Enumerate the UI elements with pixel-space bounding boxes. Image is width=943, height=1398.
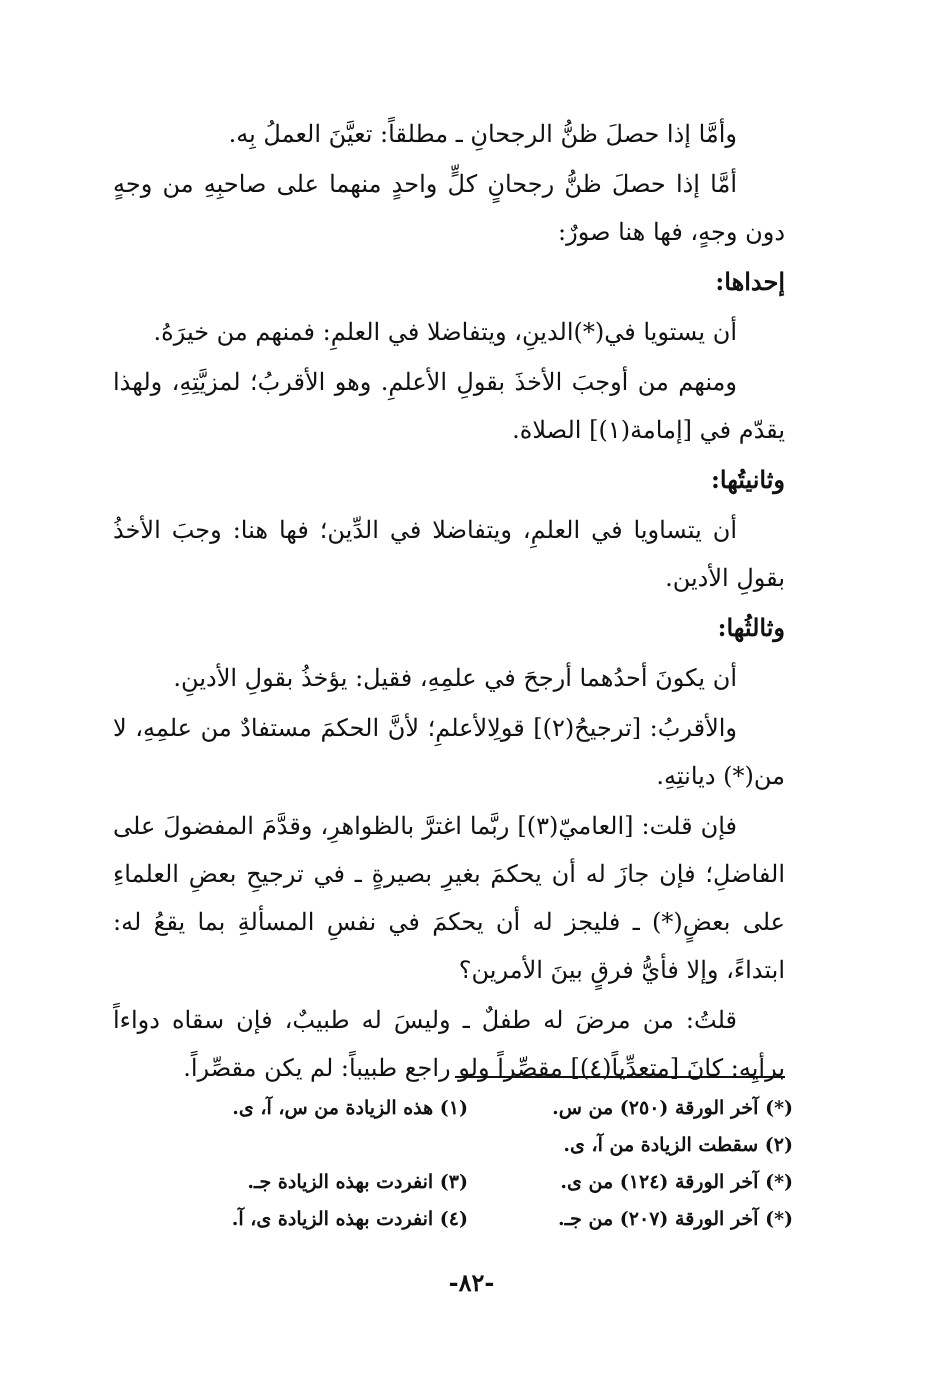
paragraph-1: وأمَّا إذا حصلَ ظنُّ الرجحانِ ـ مطلقاً: تعيَّنَ العملُ بِه.: [228, 120, 737, 148]
footnote-3: (٣) انفردت بهذه الزيادة جـ.: [247, 1171, 468, 1193]
footnote-manuscript-y-124: (*) آخر الورقة (١٢٤) من ى.: [560, 1171, 793, 1193]
footnote-row: [143, 1090, 793, 1127]
footnotes: [143, 1090, 793, 1238]
footnote-row: [143, 1164, 793, 1201]
paragraph-3: أن يستويا في(*)الدينِ، ويتفاضلا في العلمِ: فمنهم من خيرَهُ.: [153, 318, 737, 346]
footnote-manuscript-j-207: (*) آخر الورقة (٢٠٧) من جـ.: [557, 1208, 793, 1230]
footnote-row: [143, 1127, 793, 1164]
paragraph-7: والأقربُ: [ترجيحُ(٢)] قولِالأعلمِ؛ لأنَّ الحكمَ مستفادٌ من علمِهِ، لا من(*) ديانتِهِ.: [113, 714, 785, 790]
heading-third: وثالثُها:: [717, 613, 785, 642]
footnote-4: (٤) انفردت بهذه الزيادة ى، آ.: [231, 1208, 468, 1230]
footnote-separator: [455, 1076, 785, 1078]
main-text: [113, 110, 785, 1094]
heading-second: وثانيتُها:: [711, 465, 785, 494]
footnote-manuscript-s-250: (*) آخر الورقة (٢٥٠) من س.: [552, 1097, 793, 1119]
footnote-2: (٢) سقطت الزيادة من آ، ى.: [563, 1134, 793, 1156]
heading-first: إحداها:: [715, 267, 785, 296]
paragraph-6: أن يكونَ أحدُهما أرجحَ في علمِهِ، فقيل: يؤخذُ بقولِ الأدينِ.: [173, 664, 737, 692]
footnote-row: [143, 1201, 793, 1238]
paragraph-8: فإن قلت: [العاميّ(٣)] ربَّما اغترَّ بالظواهرِ، وقدَّمَ المفضولَ على الفاضلِ؛ فإن جازَ له أن يحكمَ بغيرِ بصيرةٍ ـ في ترجيحِ بعضِ العلماءِ على بعضٍ(*) ـ فليجز له أن يحكمَ في نفسِ المسألةِ بما يقعُ له: ابتداءً، وإلا فأيُّ فرقٍ بينَ الأمرين؟: [113, 812, 785, 984]
paragraph-5: أن يتساويا في العلمِ، ويتفاضلا في الدِّين؛ فها هنا: وجبَ الأخذُ بقولِ الأدين.: [113, 516, 785, 592]
footnote-empty: [143, 1127, 468, 1164]
paragraph-2: أمَّا إذا حصلَ ظنُّ رجحانٍ كلٍّ واحدٍ منهما على صاحبِهِ من وجهٍ دون وجهٍ، فها هنا صورٌ:: [113, 170, 785, 246]
page-number: -٨٢-: [448, 1268, 495, 1297]
paragraph-9: قلتُ: من مرضَ له طفلٌ ـ وليسَ له طبيبٌ، فإن سقاه دواءاً برأيِه: كانَ [متعدِّياً(٤)] مقصِّراً ولو راجع طبيباً: لم يكن مقصِّراً.: [113, 1006, 785, 1082]
paragraph-4: ومنهم من أوجبَ الأخذَ بقولِ الأعلمِ. وهو الأقربُ؛ لمزيَّتِهِ، ولهذا يقدّم في [إمامة(١)] الصلاة.: [113, 368, 785, 444]
footnote-1: (١) هذه الزيادة من س، آ، ى.: [232, 1097, 468, 1119]
